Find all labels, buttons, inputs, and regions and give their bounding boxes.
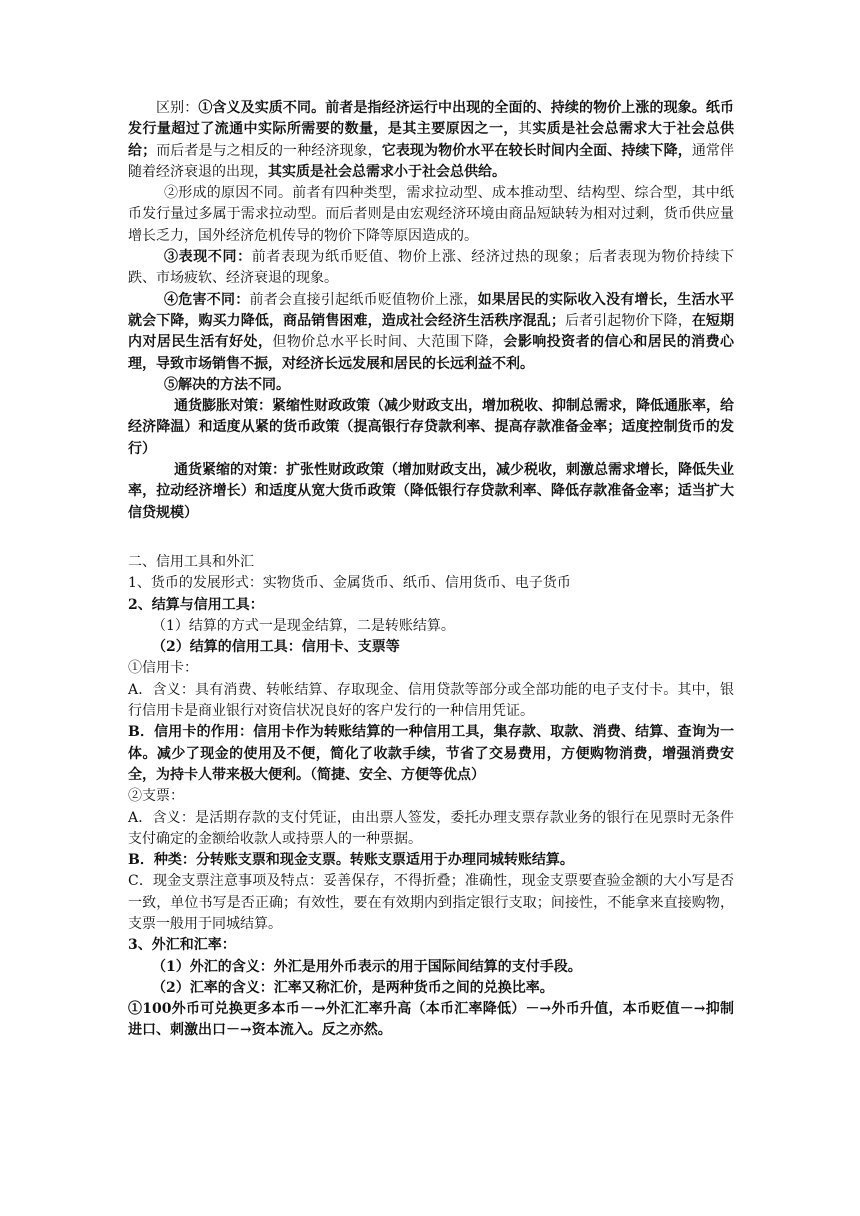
document-page: [128, 98, 734, 1042]
item-2-1: （1）结算的方式一是现金结算，二是转账结算。: [152, 617, 455, 634]
item-2: 2、结算与信用工具：: [128, 596, 264, 613]
item-3-2: （2）汇率的含义：汇率又称汇价，是两种货币之间的兑换比率。: [152, 979, 554, 996]
diff-paragraph-2: ②形成的原因不同。前者有四种类型，需求拉动型、成本推动型、结构型、综合型，其中纸币发行量过多属于需求拉动型。而后者则是由宏观经济环境由商品短缺转为相对过剩，货币供应量增长乏力，国外经济危机传导的物价下降等原因造成的。: [128, 185, 734, 244]
diff-paragraph-4: ④危害不同：前者会直接引起纸币贬值物价上涨，如果居民的实际收入没有增长，生活水平就会下降，购买力降低，商品销售困难，造成社会经济生活秩序混乱；后者引起物价下降，在短期内对居民生活有好处，但物价总水平长时间、大范围下降，会影响投资者的信心和居民的消费心理，导致市场销售不振，对经济长远发展和居民的长远利益不利。: [128, 291, 735, 372]
item-1: 1、货币的发展形式：实物货币、金属货币、纸币、信用货币、电子货币: [128, 575, 571, 592]
item-2-2: （2）结算的信用工具：信用卡、支票等: [152, 639, 400, 656]
check-types: B．种类：分转账支票和现金支票。转账支票适用于办理同城转账结算。: [128, 852, 574, 869]
deflation-policy: 通货紧缩的对策：扩张性财政政策（增加财政支出，减少税收，刺激总需求增长，降低失业率，拉动经济增长）和适度从宽大货币政策（降低银行存贷款利率、降低存款准备金率；适当扩大信贷规模）: [128, 462, 734, 521]
inflation-policy: 通货膨胀对策：紧缩性财政政策（减少财政支出，增加税收、抑制总需求，降低通胀率，给经济降温）和适度从紧的货币政策（提高银行存贷款利率、提高存款准备金率；适度控制货币的发行）: [128, 398, 734, 457]
diff-paragraph-3: ③表现不同：前者表现为纸币贬值、物价上涨、经济过热的现象；后者表现为物价持续下跌、市场疲软、经济衰退的现象。: [128, 249, 735, 287]
item-3-1: （1）外汇的含义：外汇是用外币表示的用于国际间结算的支付手段。: [152, 958, 582, 975]
check-definition: A．含义：是活期存款的支付凭证，由出票人签发，委托办理支票存款业务的银行在见票时无条件支付确定的金额给收款人或持票人的一种票据。: [128, 809, 734, 847]
item-3: 3、外汇和汇率：: [128, 937, 236, 954]
check-notes: C．现金支票注意事项及特点：妥善保存，不得折叠；准确性，现金支票要查验金额的大小写是否一致，单位书写是否正确；有效性，要在有效期内到指定银行支取；间接性，不能拿来直接购物，支票一般用于同城结算。: [128, 873, 734, 932]
diff-paragraph-5: ⑤解决的方法不同。: [164, 376, 290, 393]
credit-card-title: ①信用卡：: [128, 660, 198, 677]
credit-card-function: B．信用卡的作用：信用卡作为转账结算的一种信用工具，集存款、取款、消费、结算、查询为一体。减少了现金的使用及不便，简化了收款手续，节省了交易费用，方便购物消费，增强消费安全，为持卡人带来极大便利。（简捷、安全、方便等优点）: [128, 724, 734, 783]
item-3-3: ①100外币可兑换更多本币－→外汇汇率升高（本币汇率降低）－→外币升值，本币贬值－→抑制进口、刺激出口－→资本流入。反之亦然。: [128, 1001, 734, 1039]
credit-card-definition: A．含义：具有消费、转帐结算、存取现金、信用贷款等部分或全部功能的电子支付卡。其中，银行信用卡是商业银行对资信状况良好的客户发行的一种信用凭证。: [128, 681, 734, 720]
check-title: ②支票：: [128, 788, 184, 805]
diff-paragraph-1: 区别：①含义及实质不同。前者是指经济运行中出现的全面的、持续的物价上涨的现象。纸币发行量超过了流通中实际所需要的数量，是其主要原因之一，其实质是社会总需求大于社会总供给；而后者是与之相反的一种经济现象，它表现为物价水平在较长时间内全面、持续下降，通常伴随着经济衰退的出现，其实质是社会总需求小于社会总供给。: [128, 100, 735, 180]
section-gap: [128, 524, 734, 552]
section-heading: 二、信用工具和外汇: [128, 553, 254, 570]
